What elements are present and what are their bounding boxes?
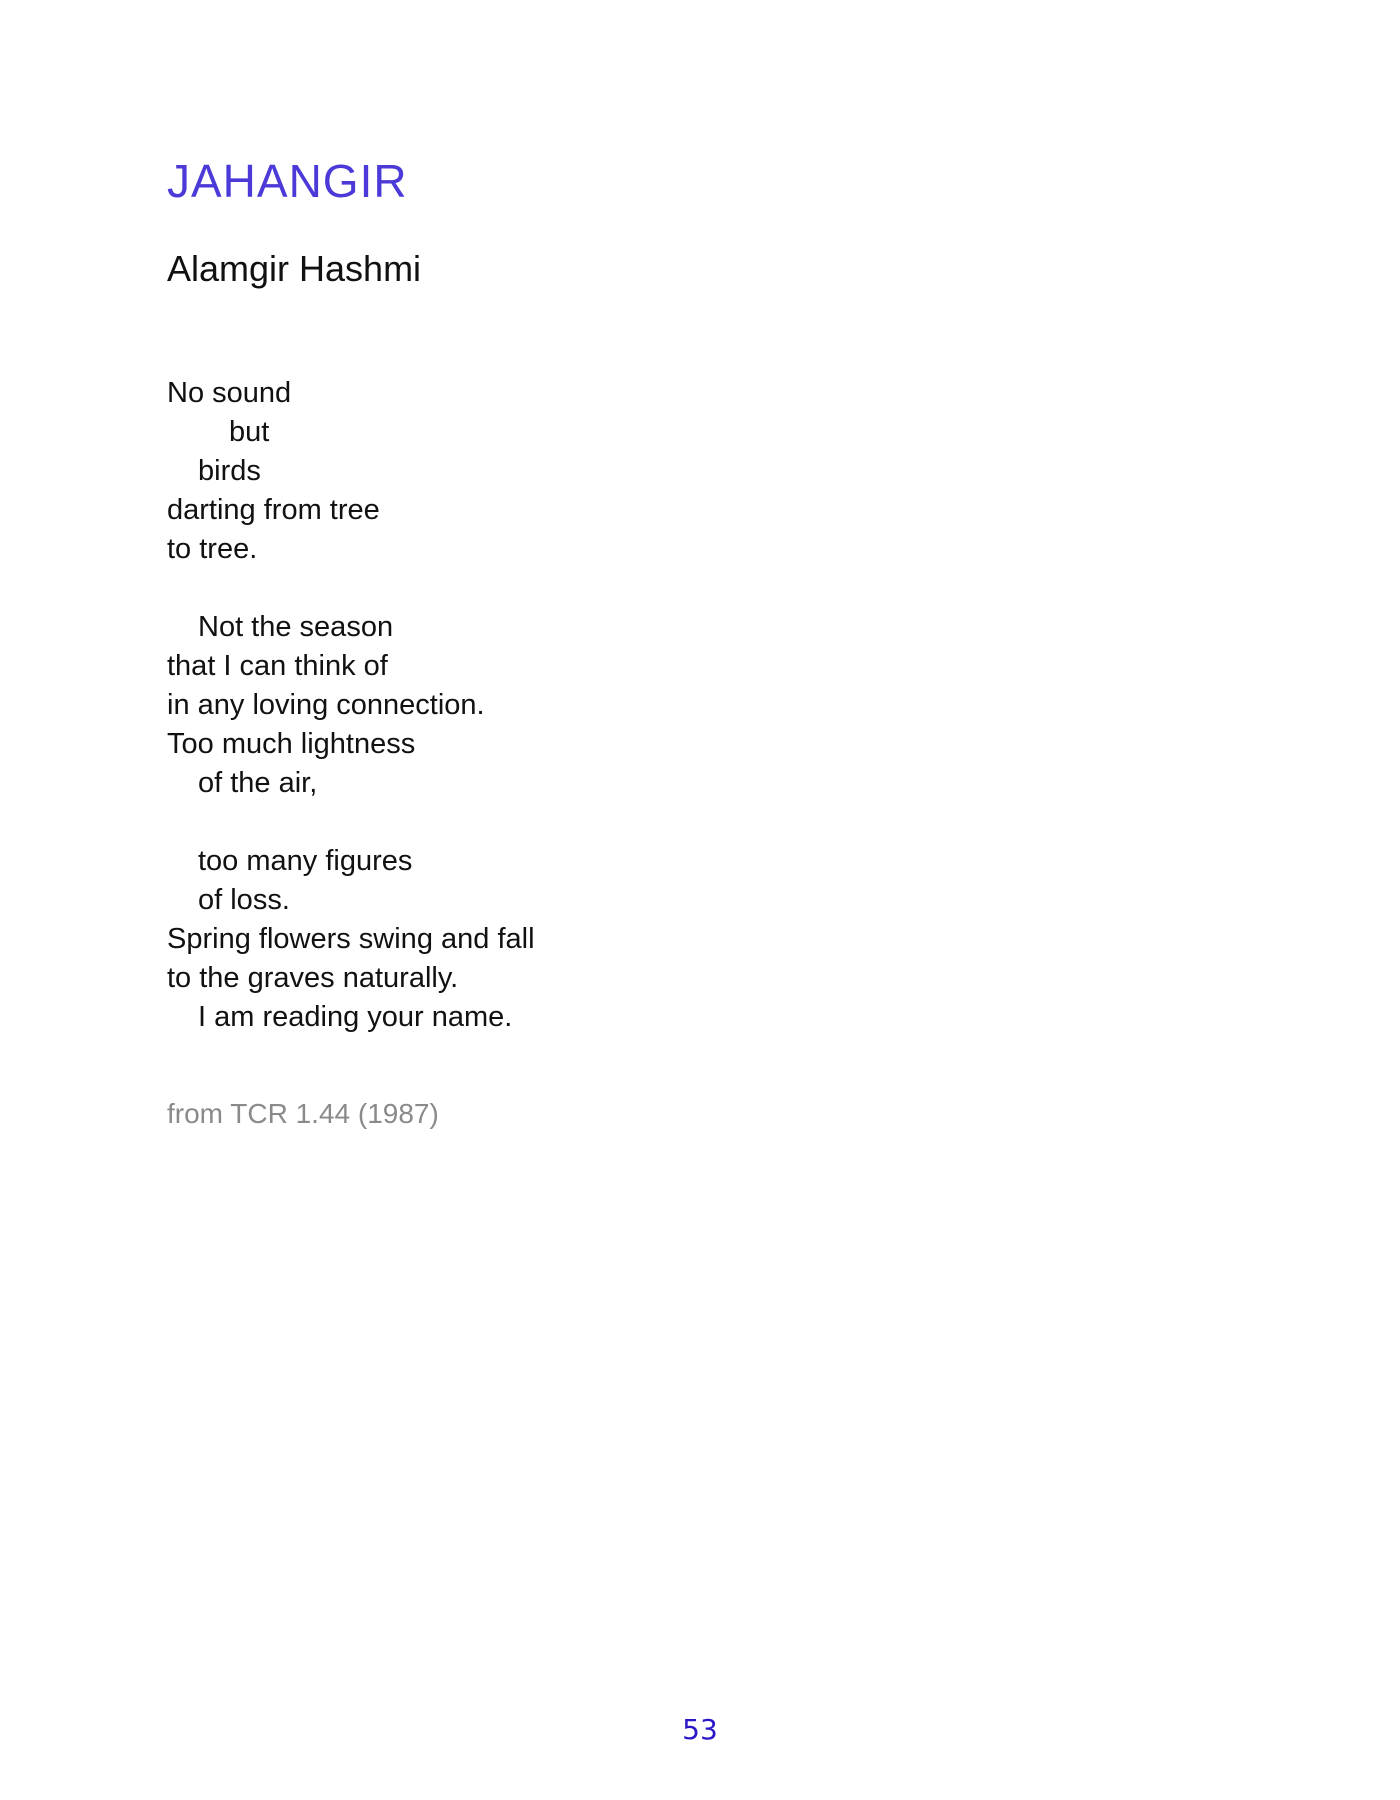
- stanza-1: [167, 374, 535, 569]
- page-number: 53: [682, 1713, 718, 1746]
- poem-body: [167, 374, 535, 1037]
- source-citation: from TCR 1.44 (1987): [167, 1098, 439, 1129]
- poem-line: to the graves naturally.: [167, 962, 459, 994]
- poem-line: birds: [198, 455, 261, 487]
- stanza-3: [167, 842, 535, 1037]
- poem-line: darting from tree: [167, 494, 380, 526]
- poem-line: of the air,: [198, 767, 318, 799]
- stanza-2: [167, 608, 535, 803]
- poem-title: JAHANGIR: [167, 155, 408, 207]
- stanza-break: [167, 569, 535, 608]
- poem-line: but: [229, 416, 270, 448]
- poem-line: too many figures: [198, 845, 413, 877]
- poem-line: Not the season: [198, 611, 394, 643]
- poem-line: in any loving connection.: [167, 689, 485, 721]
- poem-line: I am reading your name.: [198, 1001, 513, 1033]
- poem-line: Spring flowers swing and fall: [167, 923, 535, 955]
- poem-line: of loss.: [198, 884, 290, 916]
- poem-line: that I can think of: [167, 650, 388, 682]
- poem-line: to tree.: [167, 533, 258, 565]
- poem-line: Too much lightness: [167, 728, 416, 760]
- poem-line: No sound: [167, 377, 292, 409]
- poem-author: Alamgir Hashmi: [167, 248, 422, 289]
- stanza-break: [167, 803, 535, 842]
